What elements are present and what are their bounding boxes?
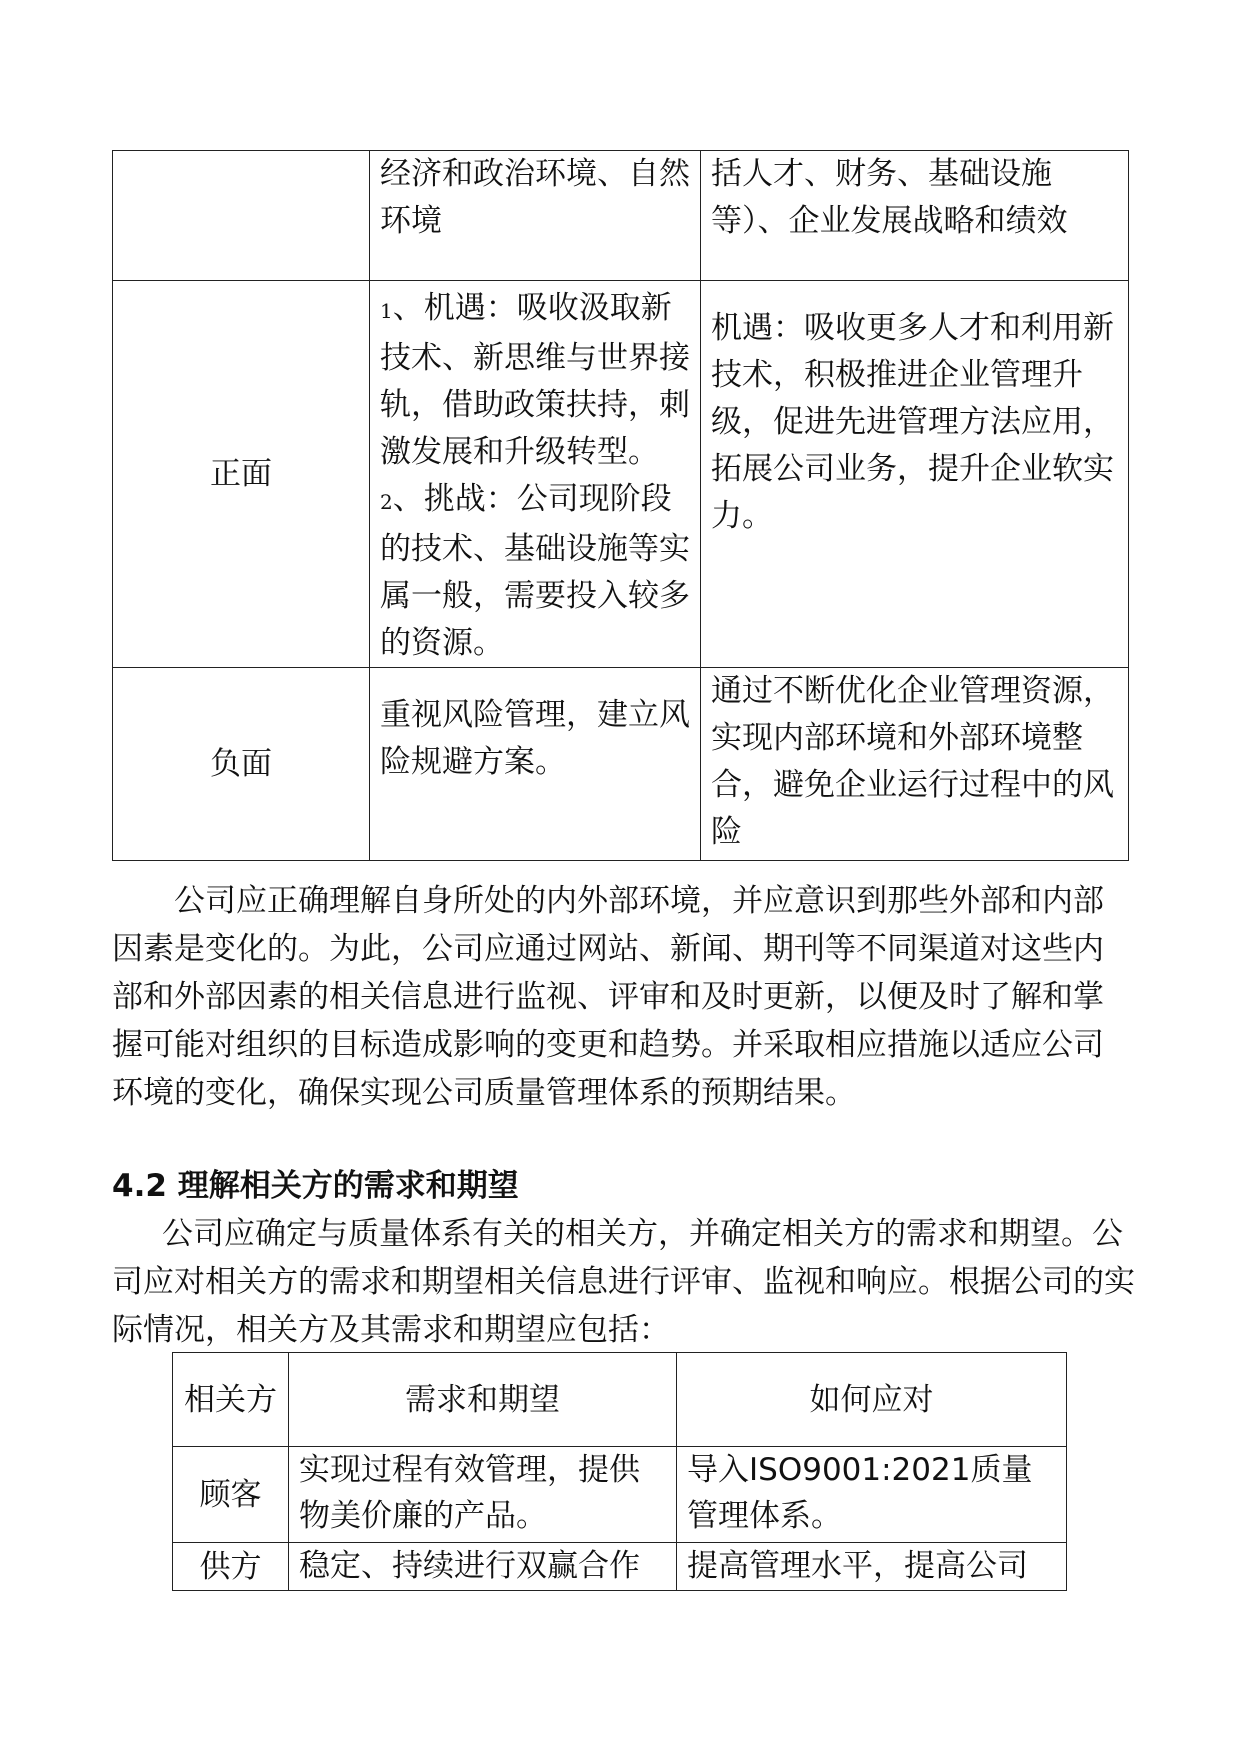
section-paragraph: [112, 1210, 1142, 1354]
item-text: 、挑战：公司现阶段的技术、基础设施等实属一般，需要投入较多的资源。: [380, 481, 690, 661]
column-header: 需求和期望: [289, 1353, 677, 1447]
cell-text: 重视风险管理，建立风险规避方案。: [380, 697, 690, 780]
table-row: [113, 668, 1129, 861]
item-number: 1: [380, 299, 393, 323]
table-row: [173, 1447, 1067, 1543]
table-cell: 提高管理水平，提高公司: [677, 1543, 1067, 1591]
stakeholder-table: [172, 1352, 1067, 1591]
item-number: 2: [380, 490, 393, 514]
cell-text: 机遇：吸收更多人才和利用新技术，积极推进企业管理升级，促进先进管理方法应用，拓展公司业务，提升企业软实力。: [711, 310, 1114, 534]
table-cell: 稳定、持续进行双赢合作: [289, 1543, 677, 1591]
section-heading: 4.2 理解相关方的需求和期望: [112, 1168, 519, 1204]
table-cell: 导入ISO9001:2021质量管理体系。: [677, 1447, 1067, 1543]
column-header: 相关方: [173, 1353, 289, 1447]
column-header: 如何应对: [677, 1353, 1067, 1447]
environment-table: [112, 150, 1129, 861]
table-cell: [370, 281, 701, 668]
row-label-negative: 负面: [113, 668, 370, 861]
table-row: [113, 151, 1129, 281]
paragraph-text: 公司应正确理解自身所处的内外部环境，并应意识到那些外部和内部因素是变化的。为此，公司应通过网站、新闻、期刊等不同渠道对这些内部和外部因素的相关信息进行监视、评审和及时更新，以便及时了解和掌握可能对组织的目标造成影响的变更和趋势。并采取相应措施以适应公司环境的变化，确保实现公司质量管理体系的预期结果。: [112, 883, 1104, 1111]
table-cell: 供方: [173, 1543, 289, 1591]
table-cell: 顾客: [173, 1447, 289, 1543]
table-cell: [370, 668, 701, 861]
table-cell: 通过不断优化企业管理资源，实现内部环境和外部环境整合，避免企业运行过程中的风险: [701, 668, 1129, 861]
item-text: 、机遇：吸收汲取新技术、新思维与世界接轨，借助政策扶持，刺激发展和升级转型。: [380, 290, 690, 470]
table-cell: [113, 151, 370, 281]
table-cell: [701, 281, 1129, 668]
table-header-row: [173, 1353, 1067, 1447]
paragraph-text: 公司应确定与质量体系有关的相关方，并确定相关方的需求和期望。公司应对相关方的需求和期望相关信息进行评审、监视和响应。根据公司的实际情况，相关方及其需求和期望应包括：: [112, 1216, 1135, 1348]
body-paragraph: [112, 877, 1132, 1117]
row-label-positive: 正面: [113, 281, 370, 668]
table-row: [173, 1543, 1067, 1591]
table-cell: 经济和政治环境、自然环境: [370, 151, 701, 281]
table-row: [113, 281, 1129, 668]
table-cell: 括人才、财务、基础设施等）、企业发展战略和绩效: [701, 151, 1129, 281]
table-cell: 实现过程有效管理，提供物美价廉的产品。: [289, 1447, 677, 1543]
